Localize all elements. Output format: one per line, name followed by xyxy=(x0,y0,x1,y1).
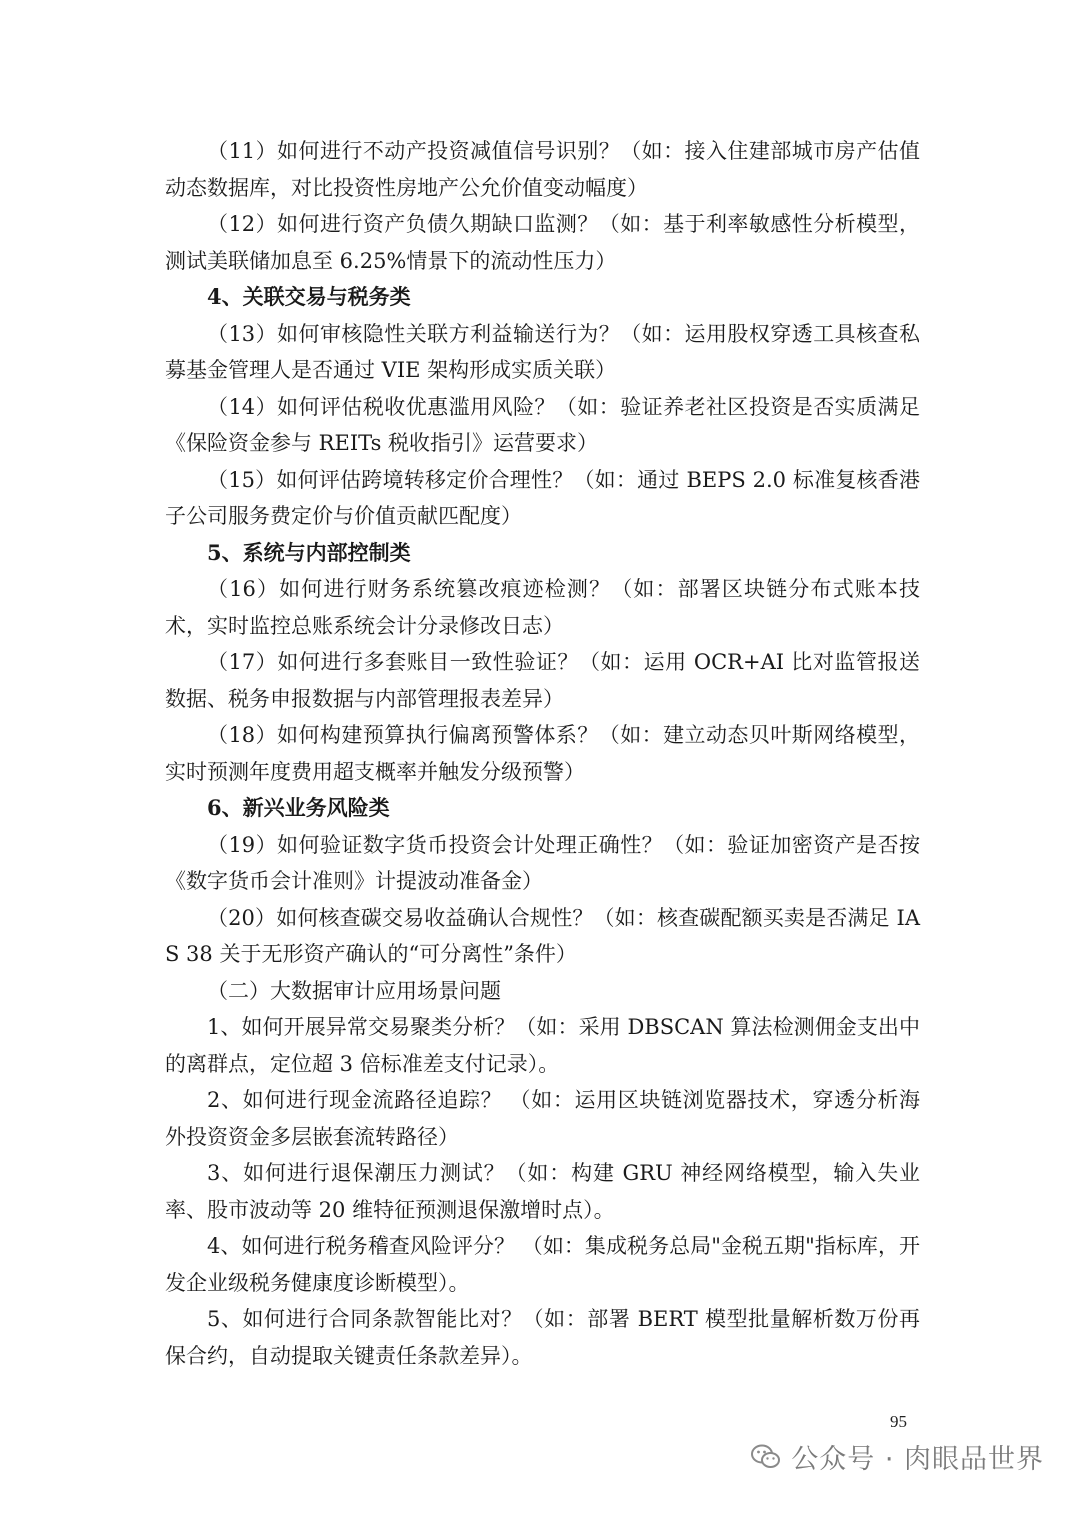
paragraph: （12）如何进行资产负债久期缺口监测？（如：基于利率敏感性分析模型，测试美联储加息至 6.25%情景下的流动性压力） xyxy=(165,212,920,273)
paragraph: 1、如何开展异常交易聚类分析？（如：采用 DBSCAN 算法检测佣金支出中的离群点，定位超 3 倍标准差支付记录）。 xyxy=(165,1015,920,1076)
paragraph: （15）如何评估跨境转移定价合理性？（如：通过 BEPS 2.0 标准复核香港子公司服务费定价与价值贡献匹配度） xyxy=(165,467,920,528)
paragraph: （13）如何审核隐性关联方利益输送行为？（如：运用股权穿透工具核查私募基金管理人是否通过 VIE 架构形成实质关联） xyxy=(165,321,920,382)
page-number: 95 xyxy=(890,1412,907,1431)
paragraph: （18）如何构建预算执行偏离预警体系？（如：建立动态贝叶斯网络模型，实时预测年度费用超支概率并触发分级预警） xyxy=(165,723,920,784)
section-heading: 6、新兴业务风险类 xyxy=(207,795,390,820)
paragraph: 2、如何进行现金流路径追踪？ （如：运用区块链浏览器技术，穿透分析海外投资资金多层嵌套流转路径） xyxy=(165,1088,920,1149)
section-heading: 4、关联交易与税务类 xyxy=(207,284,411,309)
paragraph: 4、如何进行税务稽查风险评分？ （如：集成税务总局"金税五期"指标库，开发企业级税务健康度诊断模型）。 xyxy=(165,1234,920,1295)
paragraph: （14）如何评估税收优惠滥用风险？（如：验证养老社区投资是否实质满足《保险资金参与 REITs 税收指引》运营要求） xyxy=(165,394,920,455)
document-body xyxy=(165,133,920,1374)
paragraph: 3、如何进行退保潮压力测试？（如：构建 GRU 神经网络模型，输入失业率、股市波动等 20 维特征预测退保激增时点）。 xyxy=(165,1161,920,1222)
watermark-text: 公众号 · 肉眼品世界 xyxy=(791,1444,1044,1475)
subsection-heading: （二）大数据审计应用场景问题 xyxy=(207,978,501,1003)
paragraph: 5、如何进行合同条款智能比对？（如：部署 BERT 模型批量解析数万份再保合约，自动提取关键责任条款差异）。 xyxy=(165,1307,920,1368)
paragraph: （16）如何进行财务系统篡改痕迹检测？（如：部署区块链分布式账本技术，实时监控总账系统会计分录修改日志） xyxy=(165,577,920,638)
paragraph: （19）如何验证数字货币投资会计处理正确性？（如：验证加密资产是否按《数字货币会计准则》计提波动准备金） xyxy=(165,832,920,893)
section-heading: 5、系统与内部控制类 xyxy=(207,539,411,565)
paragraph: （17）如何进行多套账目一致性验证？（如：运用 OCR+AI 比对监管报送数据、税务申报数据与内部管理报表差异） xyxy=(165,650,920,711)
paragraph: （20）如何核查碳交易收益确认合规性？（如：核查碳配额买卖是否满足 IAS 38 关于无形资产确认的“可分离性”条件） xyxy=(165,905,920,966)
wechat-icon xyxy=(751,1444,781,1470)
paragraph: （11）如何进行不动产投资减值信号识别？（如：接入住建部城市房产估值动态数据库，对比投资性房地产公允价值变动幅度） xyxy=(165,139,920,200)
watermark xyxy=(751,1437,1044,1476)
